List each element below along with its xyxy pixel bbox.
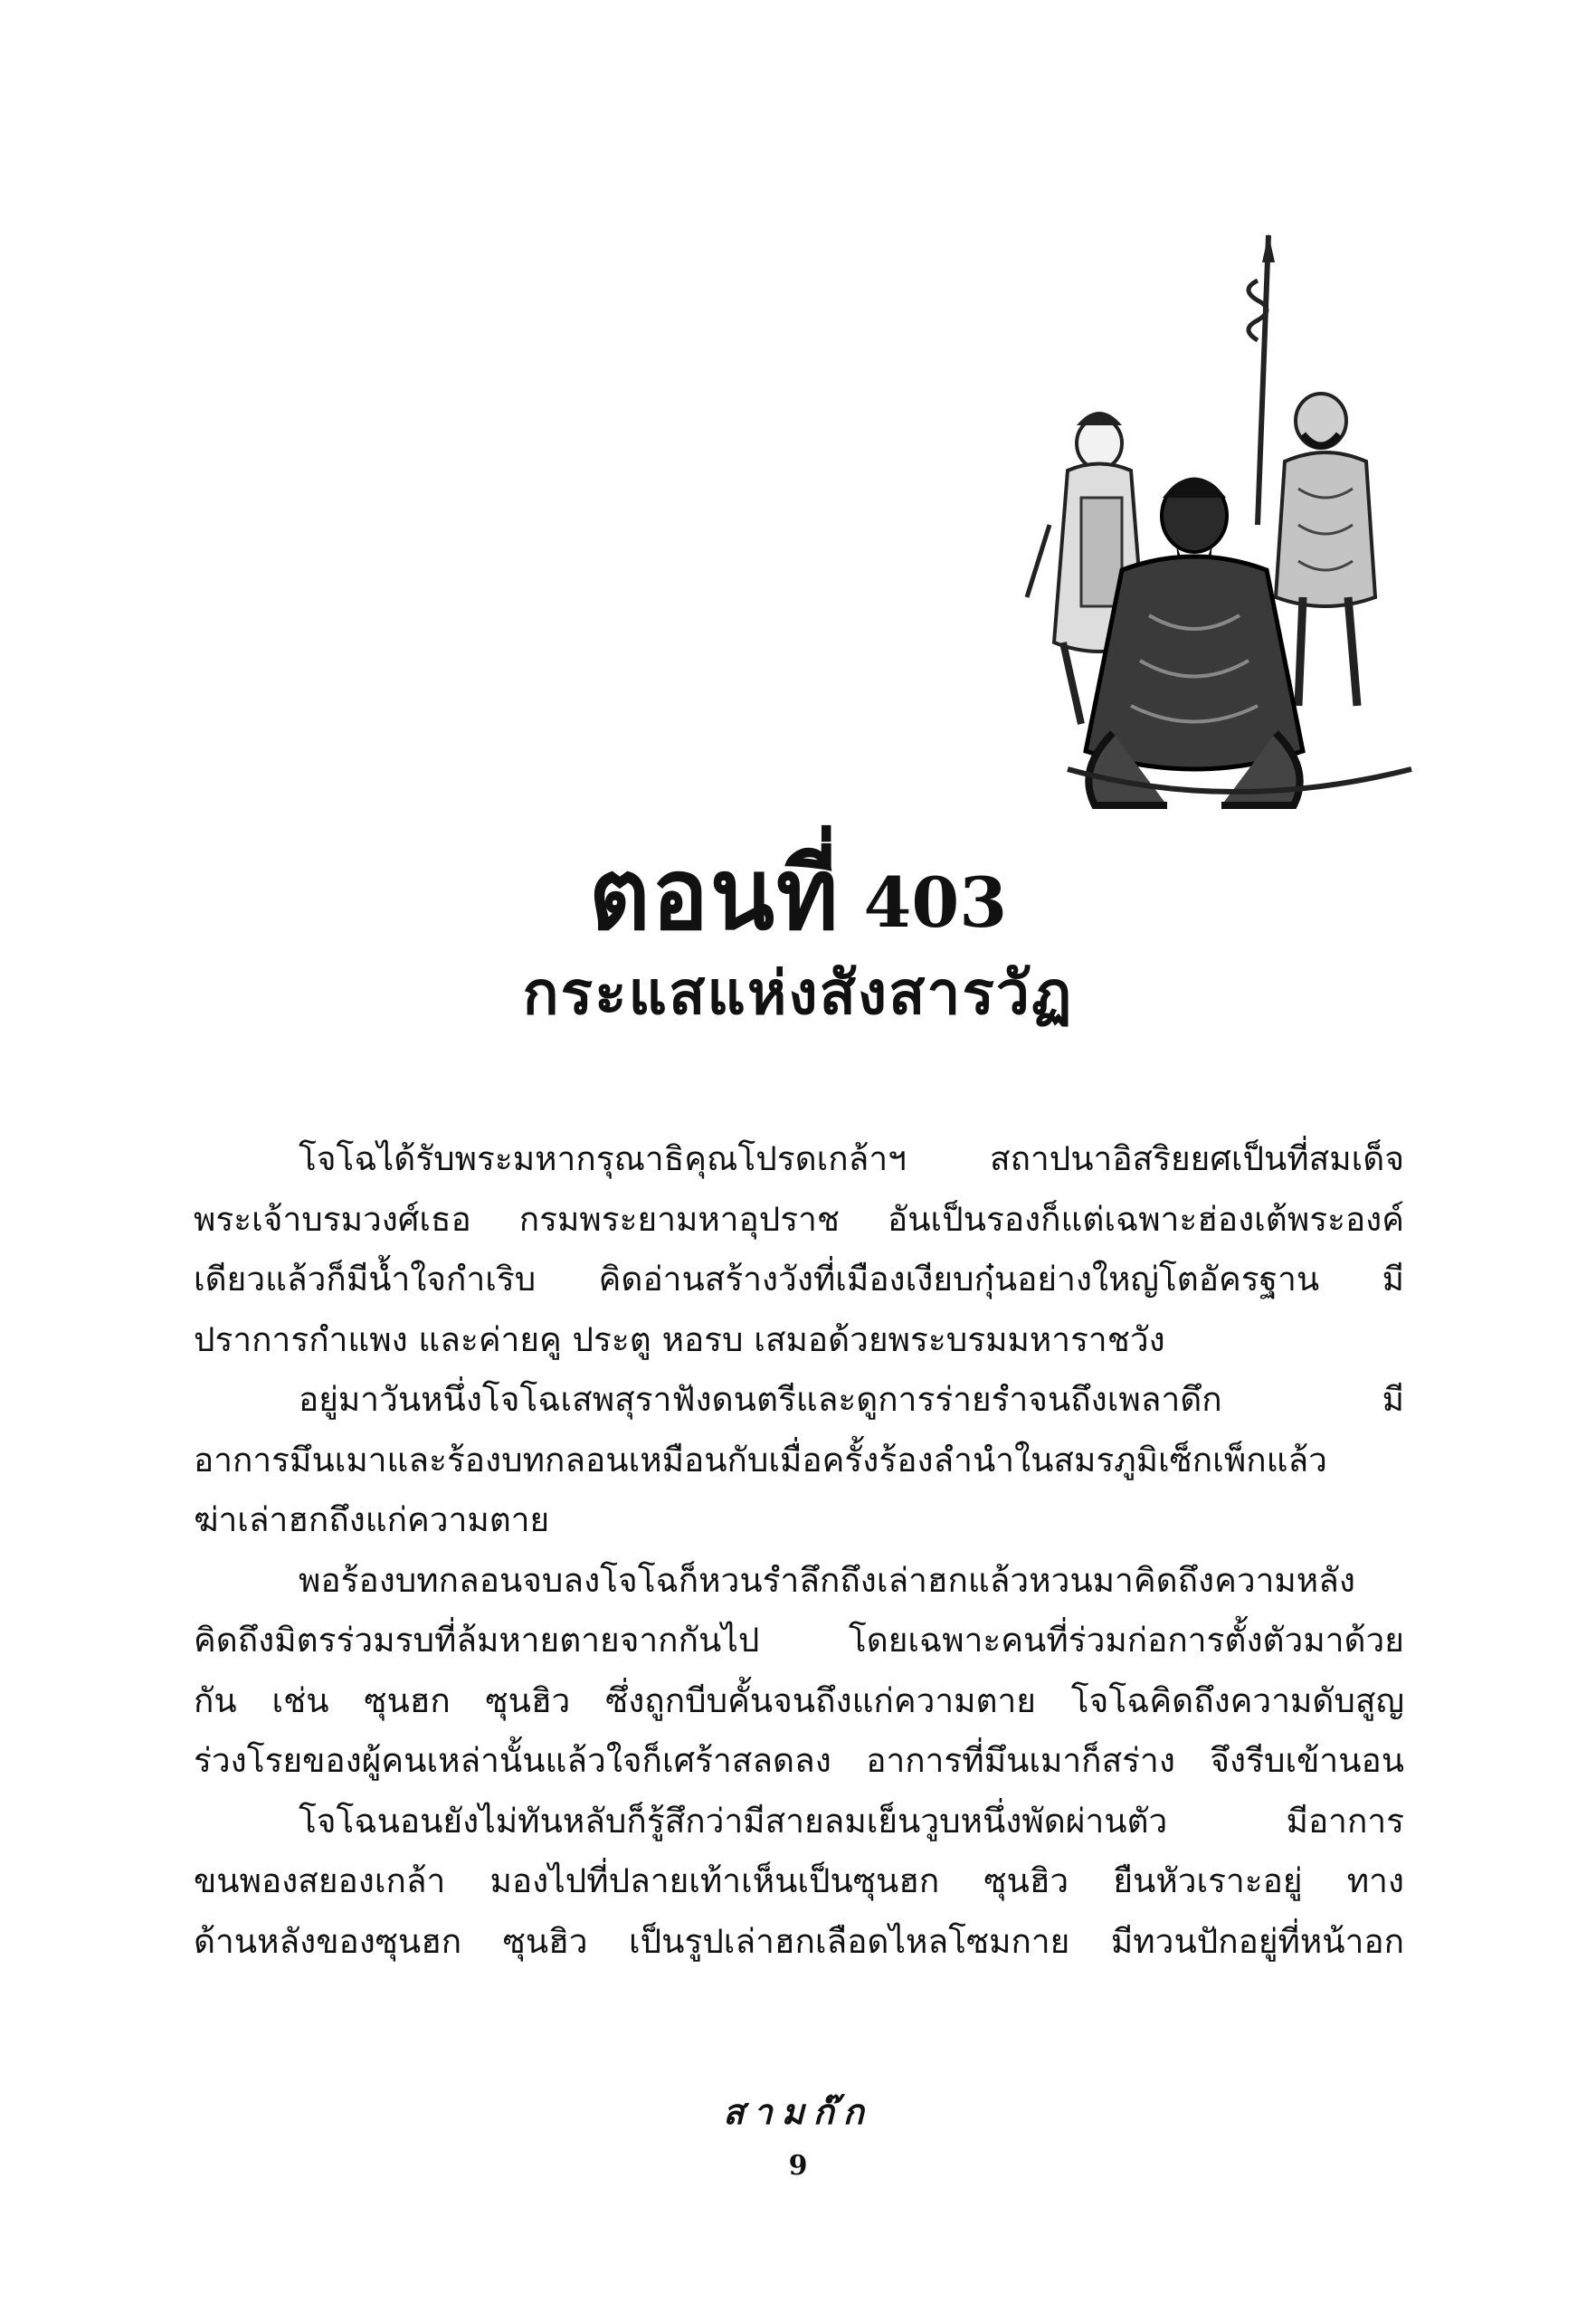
text-line: โจโฉนอนยังไม่ทันหลับก็รู้สึกว่ามีสายลมเย็นวูบหนึ่งพัดผ่านตัว มีอาการ — [299, 1801, 1404, 1841]
chapter-label: ตอนที่ — [588, 835, 841, 953]
text-line: ฆ่าเล่าฮกถึงแก่ความตาย — [194, 1500, 550, 1539]
text-line: กัน เช่น ซุนฮก ซุนฮิว ซึ่งถูกบีบคั้นจนถึงแก่ความตาย โจโฉคิดถึงความดับสูญ — [194, 1680, 1404, 1720]
running-title: สามก๊ก — [723, 2092, 873, 2132]
text-line: อยู่มาวันหนึ่งโจโฉเสพสุราฟังดนตรีและดูการร่ายรำจนถึงเพลาดึก มี — [299, 1380, 1404, 1419]
text-line: โจโฉได้รับพระมหากรุณาธิคุณโปรดเกล้าฯ สถาปนาอิสริยยศเป็นที่สมเด็จ — [299, 1139, 1404, 1178]
text-line: คิดถึงมิตรร่วมรบที่ล้มหายตายจากกันไป โดยเฉพาะคนที่ร่วมก่อการตั้งตัวมาด้วย — [194, 1621, 1404, 1660]
chapter-title: กระแสแห่งสังสารวัฏ — [522, 958, 1074, 1028]
text-line: ขนพองสยองเกล้า มองไปที่ปลายเท้าเห็นเป็นซุนฮก ซุนฮิว ยืนหัวเราะอยู่ ทาง — [194, 1861, 1404, 1900]
three-kingdoms-warriors-illustration — [1013, 226, 1448, 823]
text-line: อาการมึนเมาและร้องบทกลอนเหมือนกับเมื่อครั้งร้องลำนำในสมรภูมิเซ็กเพ็กแล้ว — [194, 1440, 1327, 1479]
text-line: เดียวแล้วก็มีน้ำใจกำเริบ คิดอ่านสร้างวังที่เมืองเงียบกุ๋นอย่างใหญ่โตอัครฐาน มี — [194, 1260, 1404, 1299]
page-number: 9 — [788, 2150, 808, 2182]
text-line: ด้านหลังของซุนฮก ซุนฮิว เป็นรูปเล่าฮกเลือดไหลโซมกาย มีทวนปักอยู่ที่หน้าอก — [194, 1921, 1404, 1961]
text-line: พอร้องบทกลอนจบลงโจโฉก็หวนรำลึกถึงเล่าฮกแล้วหวนมาคิดถึงความหลัง — [299, 1560, 1355, 1600]
text-line: พระเจ้าบรมวงศ์เธอ กรมพระยามหาอุปราช อันเป็นรองก็แต่เฉพาะฮ่องเต้พระองค์ — [194, 1199, 1404, 1239]
text-line: ร่วงโรยของผู้คนเหล่านั้นแล้วใจก็เศร้าสลดลง อาการที่มึนเมาก็สร่าง จึงรีบเข้านอน — [194, 1741, 1404, 1780]
text-line: ปราการกำแพง และค่ายคู ประตู หอรบ เสมอด้วยพระบรมมหาราชวัง — [194, 1319, 1165, 1359]
chapter-number: 403 — [863, 862, 1008, 943]
body-text — [194, 1129, 1404, 1972]
